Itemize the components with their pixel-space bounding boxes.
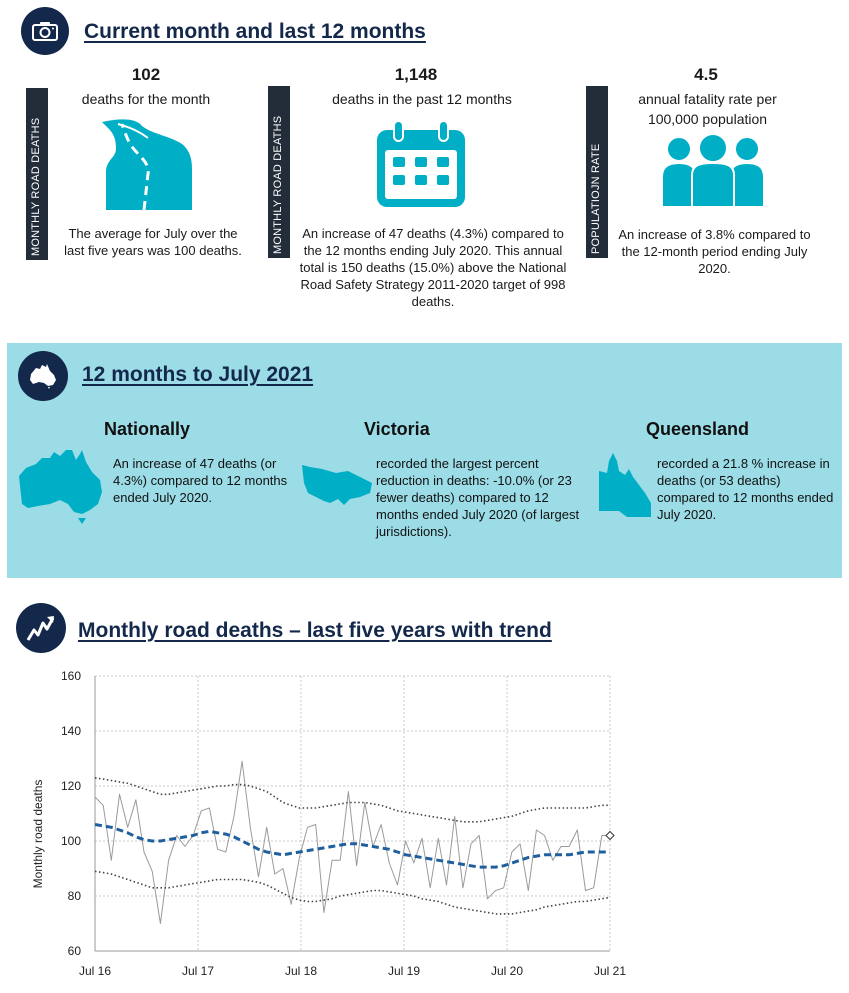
stat-label-rate: annual fatality rate per 100,000 population [638,91,777,127]
section-title-12-months: 12 months to July 2021 [82,363,314,386]
stat-text-month: The average for July over the last five years was 100 deaths. [64,226,242,258]
section-title-current-month: Current month and last 12 months [84,20,426,43]
y-axis-label: Monthly road deaths [31,779,45,889]
y-tick-label: 160 [60,669,81,683]
stat-text-12-months: An increase of 47 deaths (4.3%) compared to the 12 months ending July 2020. This annual total is 150 deaths (15.0%) above the National Road Safety Strategy 2011-2020 target of 998 deaths. [299,226,567,309]
region-text-queensland: recorded a 21.8 % increase in deaths (or 53 deaths) compared to 12 months ended July 2020. [657,456,834,522]
series-line-lower [95,871,610,914]
australia-map-icon [16,448,104,526]
stat-value-rate: 4.5 [694,65,718,84]
stat-value-month: 102 [131,65,161,84]
latest-point-marker [606,832,614,840]
australia-icon [28,363,58,389]
y-tick-label: 80 [67,889,81,903]
x-tick-label: Jul 20 [490,964,524,978]
y-tick-label: 60 [67,944,81,958]
camera-icon-badge [21,7,69,55]
region-title-national: Nationally [104,419,191,439]
y-tick-label: 120 [60,779,81,793]
stat-value-12-months: 1,148 [394,65,438,84]
monthly-road-deaths-chart [0,660,849,993]
side-label: MONTHLY ROAD DEATHS [30,117,42,256]
x-tick-label: Jul 19 [387,964,421,978]
people-icon [660,133,766,207]
stat-label-12-months: deaths in the past 12 months [332,91,512,107]
stat-label-month: deaths for the month [81,91,211,107]
chart-axes [61,669,626,978]
camera-icon [32,21,58,41]
x-tick-label: Jul 21 [593,964,627,978]
region-title-queensland: Queensland [646,419,750,439]
y-tick-label: 140 [60,724,81,738]
x-tick-label: Jul 17 [181,964,215,978]
stat-text-rate: An increase of 3.8% compared to the 12-month period ending July 2020. [618,227,811,276]
australia-icon-badge [18,351,68,401]
side-label: POPULATIOJN RATE [590,143,602,254]
region-text-victoria: recorded the largest percent reduction in deaths: -10.0% (or 23 fewer deaths) compared to 12 months ended July 2020 (of largest jurisdictions). [376,456,580,539]
section-title-monthly-road-deaths: Monthly road deaths – last five years with trend [78,619,552,642]
series-line-upper [95,778,610,822]
road-icon [100,118,198,210]
victoria-map-icon [300,463,374,515]
region-text-national: An increase of 47 deaths (or 4.3%) compared to 12 months ended July 2020. [113,456,288,505]
trend-up-icon [26,614,56,642]
side-label: MONTHLY ROAD DEATHS [272,115,284,254]
y-tick-label: 100 [60,834,81,848]
trend-icon-badge [16,603,66,653]
calendar-icon [374,120,468,210]
x-tick-label: Jul 18 [284,964,318,978]
region-title-victoria: Victoria [364,419,430,439]
queensland-map-icon [597,451,653,519]
x-tick-label: Jul 16 [78,964,112,978]
